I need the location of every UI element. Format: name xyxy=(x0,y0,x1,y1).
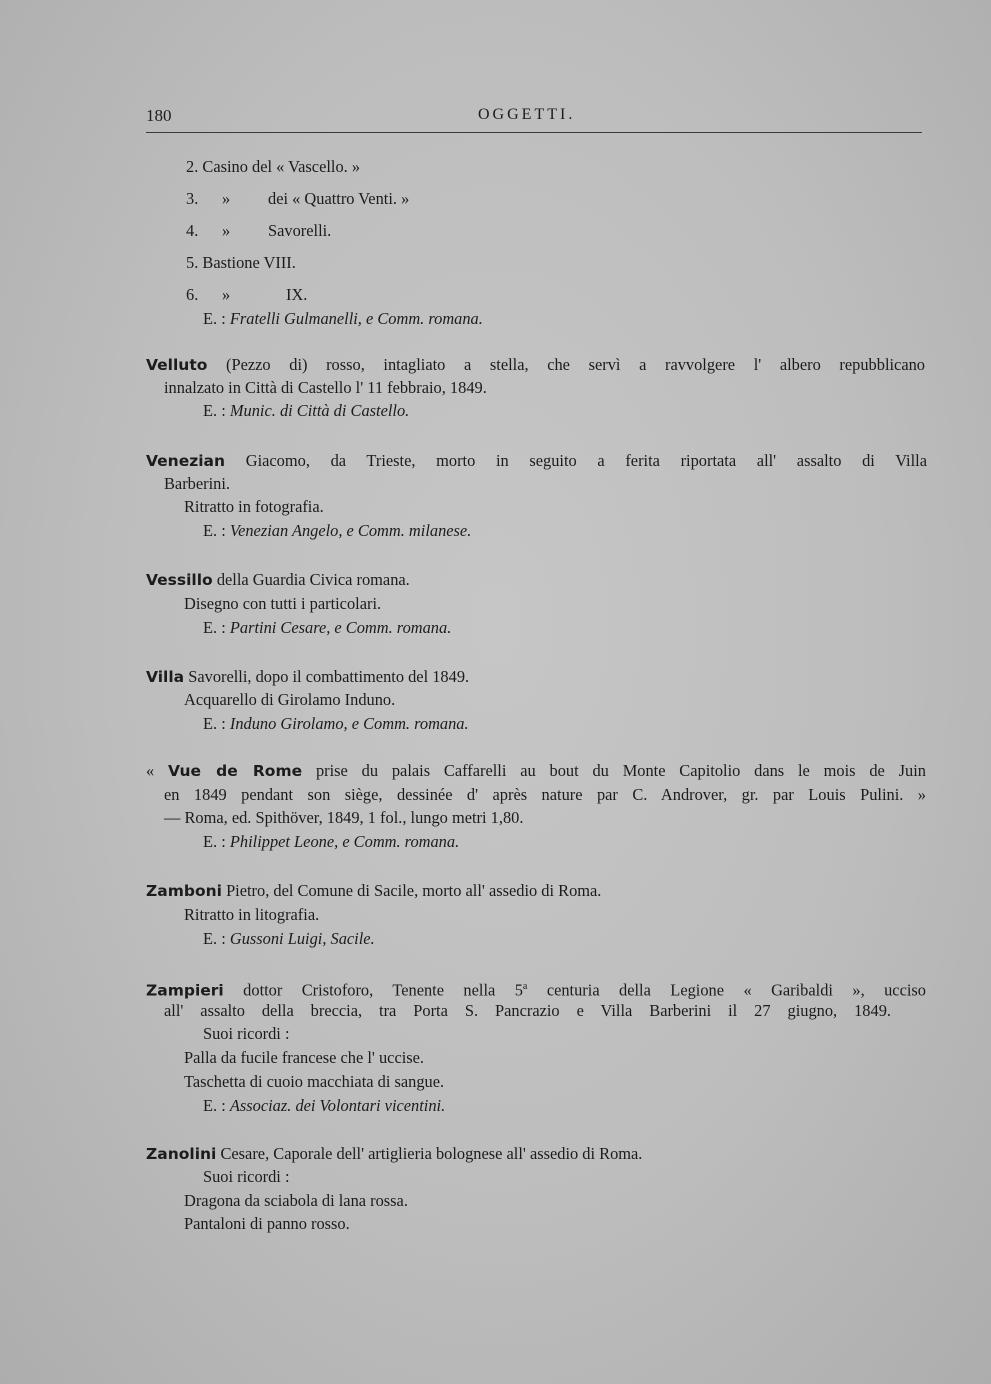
entry-line: Dragona da sciabola di lana rossa. xyxy=(184,1191,408,1210)
entry-headword: Velluto xyxy=(146,356,208,374)
exhibitor-line: E. : Gussoni Luigi, Sacile. xyxy=(203,929,375,948)
entry-line: en 1849 pendant son siège, dessinée d' après nature par C. Androver, gr. par Louis Pulini. » xyxy=(164,785,926,804)
entry-line: Palla da fucile francese che l' uccise. xyxy=(184,1048,425,1067)
list-item: 3. » dei « Quattro Venti. » xyxy=(186,189,410,208)
page-number: 180 xyxy=(146,106,172,125)
entry-headword: Villa xyxy=(146,668,185,686)
list-item: 4. » Savorelli. xyxy=(186,221,332,240)
exhibitor-line: E. : Partini Cesare, e Comm. romana. xyxy=(203,618,452,637)
entry-line: Barberini. xyxy=(164,474,230,493)
exhibitor-line: E. : Associaz. dei Volontari vicentini. xyxy=(203,1096,446,1115)
entry-vue-de-rome: « Vue de Rome prise du palais Caffarelli au bout du Monte Capitolio dans le mois de Juin xyxy=(146,761,926,780)
entry-headword: Vessillo xyxy=(146,571,213,589)
entry-headword: Zanolini xyxy=(146,1145,217,1163)
entry-headword: Venezian xyxy=(146,452,226,470)
list-item: 5. Bastione VIII. xyxy=(186,253,296,272)
entry-line: Ritratto in fotografia. xyxy=(184,497,324,516)
entry-vessillo: Vessillo della Guardia Civica romana. xyxy=(146,570,410,589)
exhibitor-line: E. : Venezian Angelo, e Comm. milanese. xyxy=(203,521,472,540)
entry-headword: Zampieri xyxy=(146,981,224,1000)
entry-line: — Roma, ed. Spithöver, 1849, 1 fol., lungo metri 1,80. xyxy=(164,808,524,827)
list-item: 6. » IX. xyxy=(186,285,308,304)
entry-line: all' assalto della breccia, tra Porta S. Pancrazio e Villa Barberini il 27 giugno, 1849. xyxy=(164,1001,891,1020)
list-item: 2. Casino del « Vascello. » xyxy=(186,157,361,176)
entry-line: Suoi ricordi : xyxy=(203,1024,290,1043)
entry-line: Pantaloni di panno rosso. xyxy=(184,1214,350,1233)
exhibitor-line: E. : Munic. di Città di Castello. xyxy=(203,401,410,420)
entry-villa: Villa Savorelli, dopo il combattimento del 1849. xyxy=(146,667,470,686)
entry-headword: Zamboni xyxy=(146,882,222,900)
entry-line: Suoi ricordi : xyxy=(203,1167,290,1186)
entry-zampieri: Zampieri dottor Cristoforo, Tenente nella 5$^a$ centuria della Legione « Garibaldi », ucciso xyxy=(146,980,926,1000)
entry-line: Acquarello di Girolamo Induno. xyxy=(184,690,396,709)
entry-zamboni: Zamboni Pietro, del Comune di Sacile, morto all' assedio di Roma. xyxy=(146,881,602,900)
entry-line: Taschetta di cuoio macchiata di sangue. xyxy=(184,1072,445,1091)
exhibitor-line: E. : Fratelli Gulmanelli, e Comm. romana. xyxy=(203,309,483,328)
entry-line: innalzato in Città di Castello l' 11 febbraio, 1849. xyxy=(164,378,487,397)
entry-venezian: Venezian Giacomo, da Trieste, morto in seguito a ferita riportata all' assalto di Villa xyxy=(146,451,927,470)
entry-line: Ritratto in litografia. xyxy=(184,905,320,924)
entry-line: Disegno con tutti i particolari. xyxy=(184,594,382,613)
page-header xyxy=(146,104,922,133)
entry-velluto: Velluto (Pezzo di) rosso, intagliato a stella, che servì a ravvolgere l' albero repubblicano xyxy=(146,355,925,374)
running-title: OGGETTI. xyxy=(478,106,576,123)
exhibitor-line: E. : Philippet Leone, e Comm. romana. xyxy=(203,832,460,851)
entry-zanolini: Zanolini Cesare, Caporale dell' artiglieria bolognese all' assedio di Roma. xyxy=(146,1144,643,1163)
entry-headword: Vue de Rome xyxy=(168,762,303,780)
exhibitor-line: E. : Induno Girolamo, e Comm. romana. xyxy=(203,714,469,733)
